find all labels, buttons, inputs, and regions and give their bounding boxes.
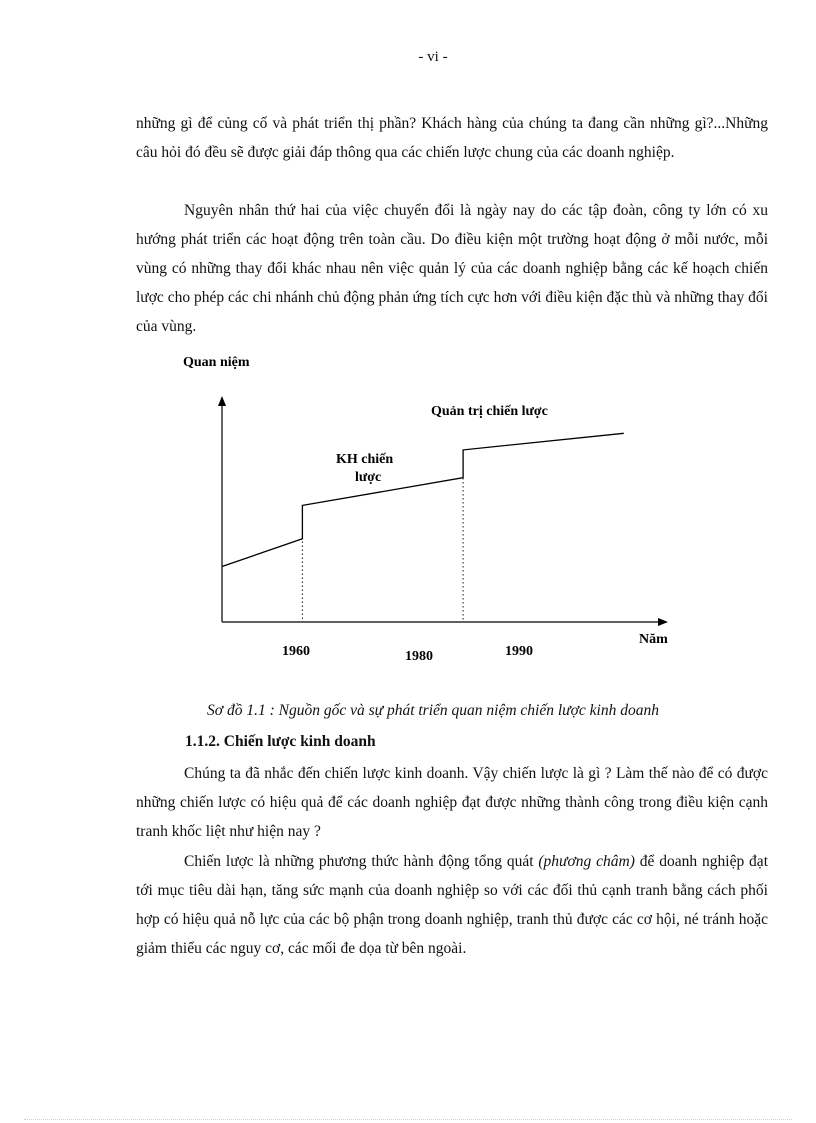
annotation-kh-chien-luoc-line1: KH chiến bbox=[336, 452, 394, 467]
paragraph-4-end: để doanh nghiệp đạt tới mục tiêu dài hạn, tăng sức mạnh của doanh nghiệp so với các đối thủ cạnh tranh bằng cách phối hợp có hiệu quả nỗ lực của các bộ phận trong doanh nghiệp, tranh thủ được các cơ hội, né tránh hoặc giảm thiểu các nguy cơ, các mối đe dọa từ bên ngoài. bbox=[136, 853, 768, 957]
paragraph-4-start: Chiến lược là những phương thức hành động tổng quát bbox=[184, 853, 539, 870]
section-heading: 1.1.2. Chiến lược kinh doanh bbox=[185, 733, 376, 750]
annotation-quan-tri-chien-luoc: Quản trị chiến lược bbox=[431, 404, 548, 419]
page-number: - vi - bbox=[418, 49, 448, 65]
series-line-quan-niem bbox=[222, 433, 624, 566]
breakpoint-layer bbox=[302, 450, 463, 622]
diagram-caption: Sơ đồ 1.1 : Nguồn gốc và sự phát triển quan niệm chiến lược kinh doanh bbox=[207, 702, 659, 719]
series-layer bbox=[222, 433, 624, 566]
paragraph-4 bbox=[136, 847, 768, 963]
paragraph-4-italic: (phương châm) bbox=[538, 853, 635, 870]
annotation-kh-chien-luoc-line2: lược bbox=[355, 470, 382, 485]
x-axis-label: Năm bbox=[639, 632, 668, 647]
x-tick-label-1960: 1960 bbox=[282, 644, 310, 659]
x-axis-arrow bbox=[658, 618, 668, 626]
paragraph-3: Chúng ta đã nhắc đến chiến lược kinh doanh. Vậy chiến lược là gì ? Làm thế nào để có được những chiến lược có hiệu quả để các doanh nghiệp đạt được những thành công trong điều kiện cạnh tranh khốc liệt như hiện nay ? bbox=[136, 765, 768, 840]
x-tick-label-1980: 1980 bbox=[405, 649, 433, 664]
paragraph-1: những gì để củng cố và phát triển thị phần? Khách hàng của chúng ta đang cần những gì?...Những câu hỏi đó đều sẽ được giải đáp thông qua các chiến lược chung của các doanh nghiệp. bbox=[136, 115, 768, 161]
paragraph-2: Nguyên nhân thứ hai của việc chuyển đổi là ngày nay do các tập đoàn, công ty lớn có xu hướng phát triển các hoạt động trên toàn cầu. Do điều kiện một trường hoạt động ở mỗi nước, mỗi vùng có những thay đổi khác nhau nên việc quản lý của các doanh nghiệp bằng các kế hoạch chiến lược cho phép các chi nhánh chủ động phản ứng tích cực hơn với điều kiện đặc thù và những thay đổi của vùng. bbox=[136, 202, 768, 335]
page-bottom-dotted-rule bbox=[24, 1119, 792, 1120]
y-axis-label: Quan niệm bbox=[183, 355, 250, 370]
y-axis-arrow bbox=[218, 396, 226, 406]
x-tick-label-1990: 1990 bbox=[505, 644, 533, 659]
